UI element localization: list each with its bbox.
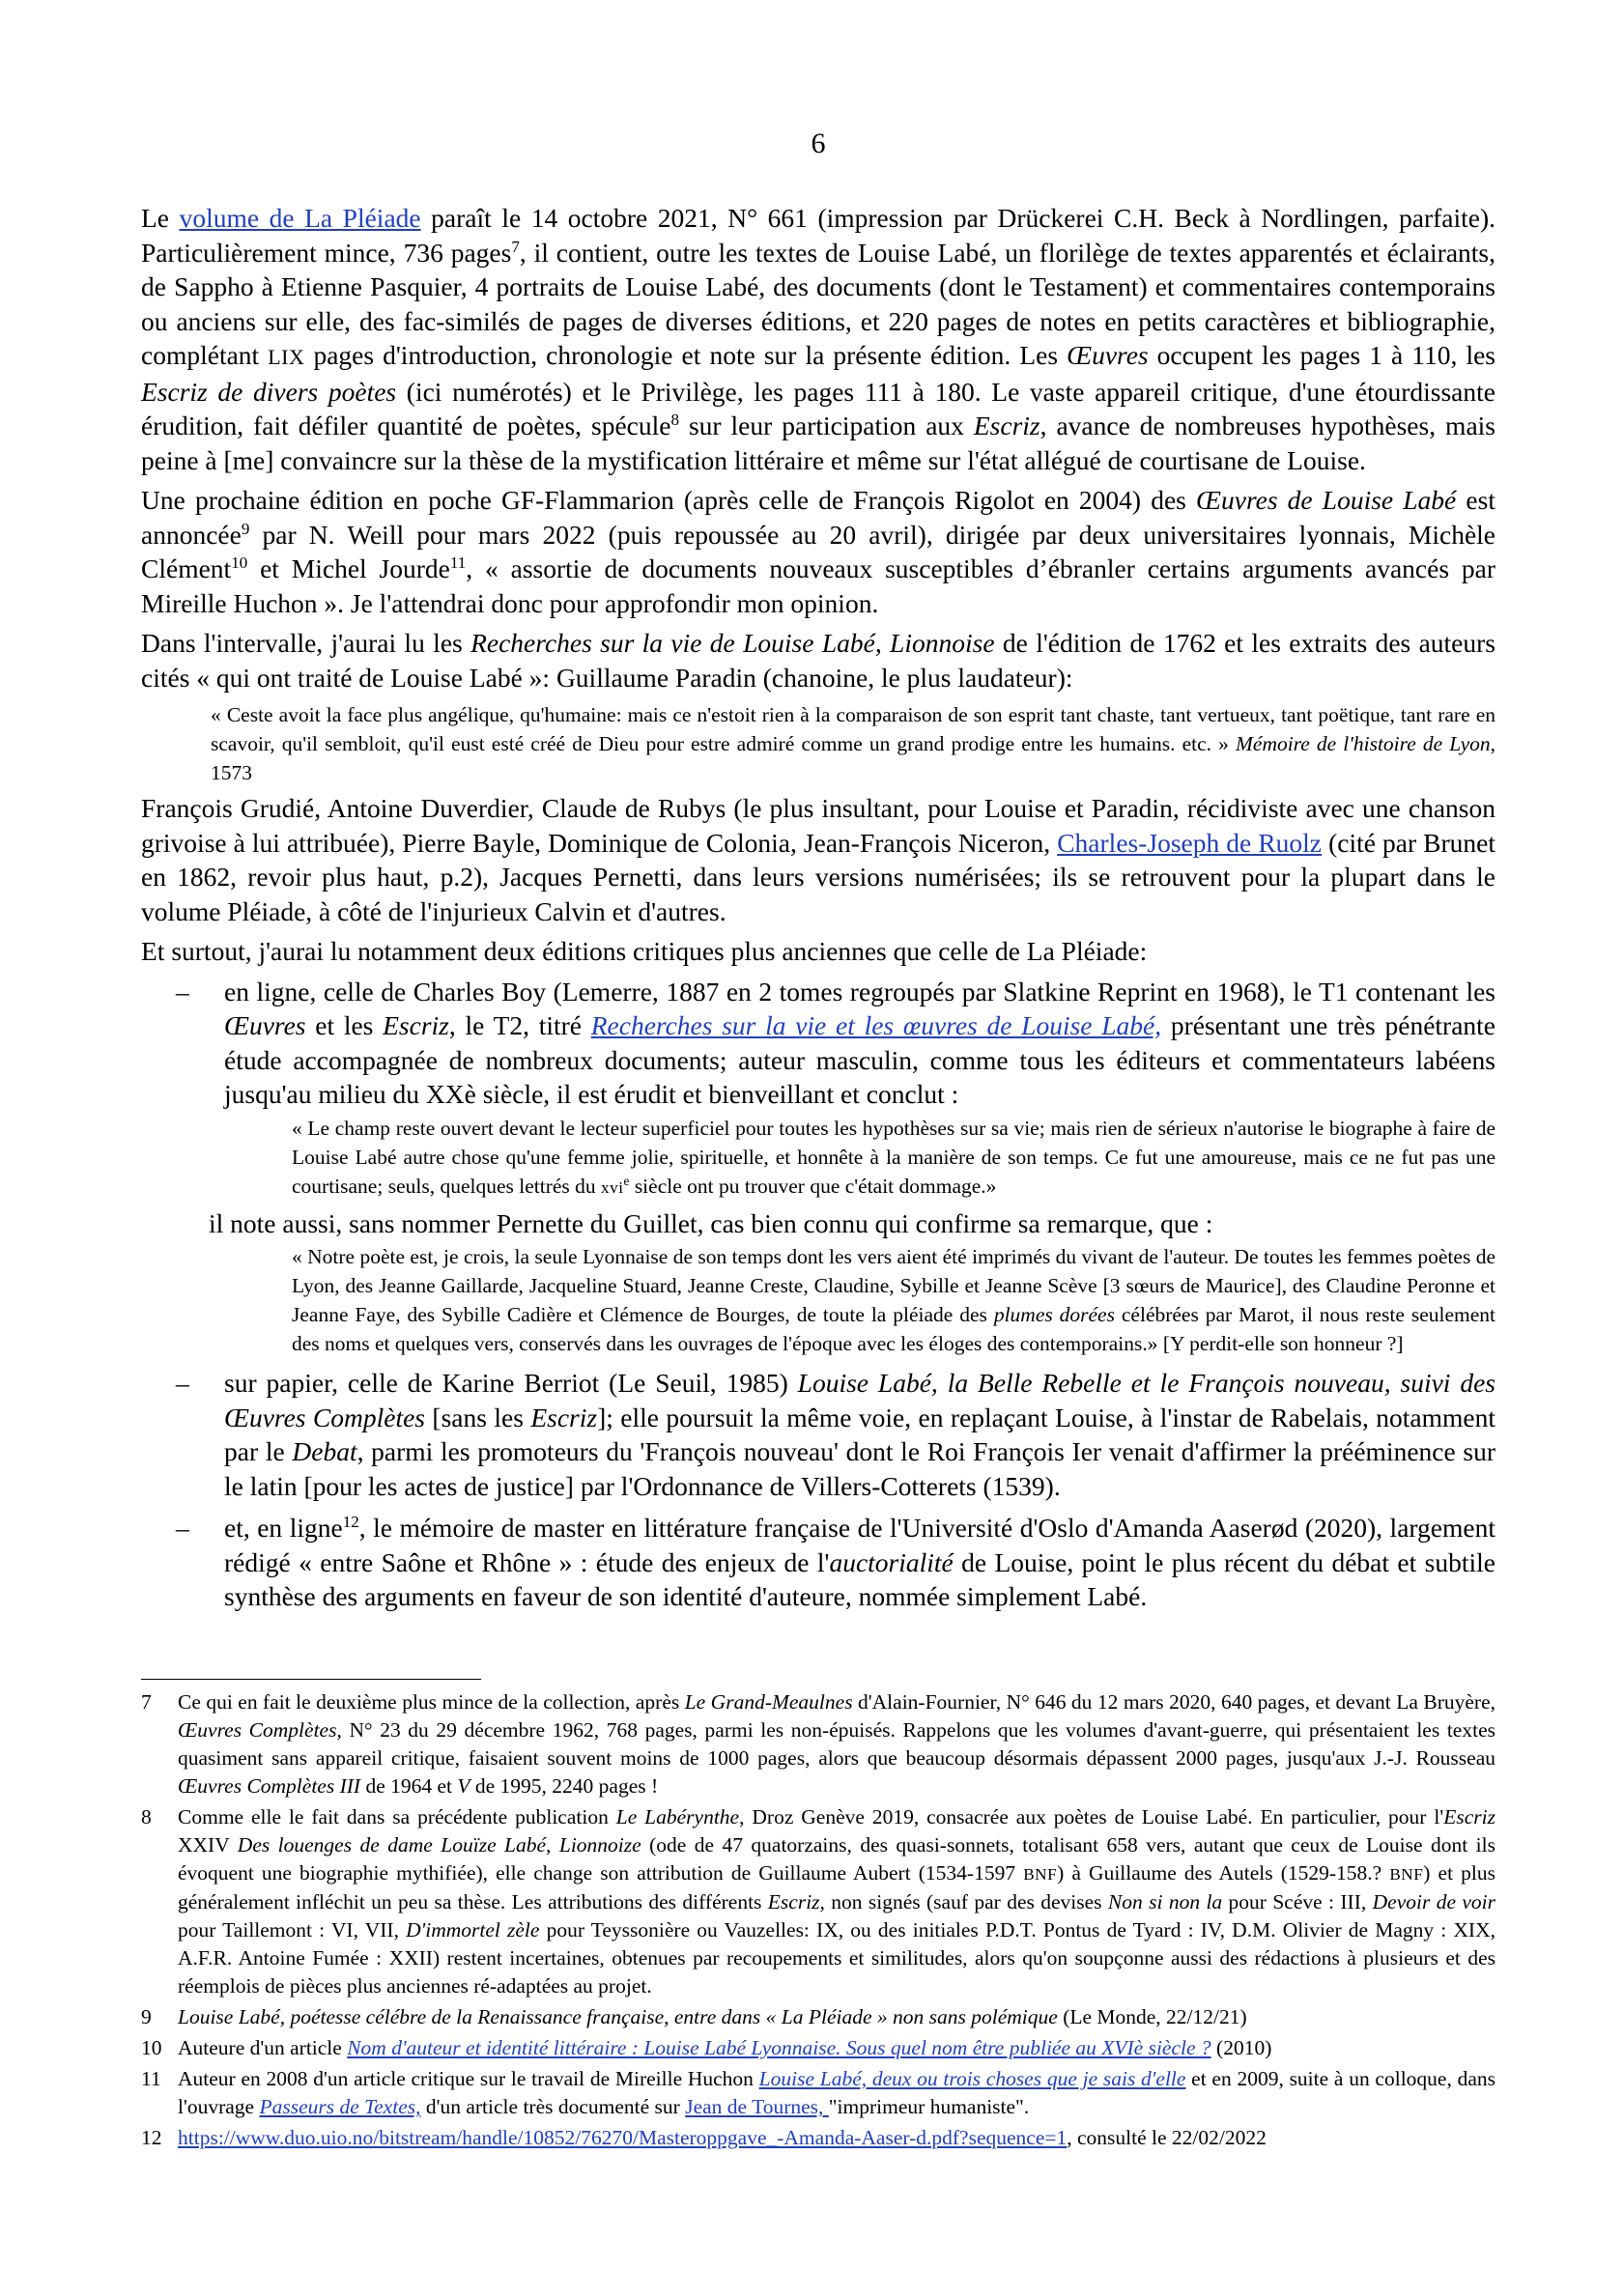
quote-paradin	[211, 700, 1495, 787]
abbreviation: BNF	[1389, 1865, 1424, 1884]
editions-list	[141, 975, 1495, 1614]
italic-title: Œuvres	[224, 1010, 306, 1040]
text-run: et Michel Jourde	[247, 553, 450, 583]
text-run: siècle ont pu trouver que c'était dommage.»	[629, 1174, 997, 1198]
footnote-7	[141, 1688, 1495, 1800]
text-run: occupent les pages 1 à 110, les	[1148, 340, 1495, 370]
footnote-ref-11[interactable]: 11	[449, 553, 467, 572]
text-run: et en 2009, suite à un colloque, dans l'ouvrage	[178, 2067, 1495, 2118]
text-run: d'Alain-Fournier, N° 646 du 12 mars 2020, 640 pages, et devant La Bruyère,	[852, 1690, 1495, 1714]
text-run: sur leur participation aux	[679, 411, 974, 440]
list-item-text	[224, 975, 1495, 1112]
text-run: Le	[141, 203, 180, 233]
text-run: pages d'introduction, chronologie et note sur la présente édition. Les	[304, 340, 1068, 370]
text-run: et les	[305, 1010, 384, 1040]
list-item-text	[209, 1206, 1495, 1241]
footnotes	[141, 1688, 1495, 2155]
text-run: Comme elle le fait dans sa précédente publication	[178, 1805, 616, 1828]
text-run: , consulté le 22/02/2022	[1067, 2126, 1267, 2149]
footnote-ref-9[interactable]: 9	[241, 519, 250, 538]
text-run: par N. Weill pour mars 2022 (puis repoussée au 20 avril), dirigée par deux universitaires lyonnais, Michèle Clément	[141, 519, 1495, 583]
text-run: ) à Guillaume des Autels (1529-158.?	[1057, 1861, 1390, 1885]
text-run: , N° 23 du 29 décembre 1962, 768 pages, parmi les non-épuisés. Rappelons que les volumes d'avant-guerre, qui présentaient les textes quasiment sans appareil critique, faisaient souvent moins de 1000 pages, alors que beaucoup désormais dépassent 2000 pages, jusqu'aux J.-J. Rousseau	[178, 1718, 1495, 1770]
text-run: sur papier, celle de Karine Berriot (Le Seuil, 1985)	[224, 1368, 798, 1398]
italic-title: Mémoire de l'histoire de Lyon	[1236, 732, 1491, 755]
text-run: présentant une très pénétrante étude accompagnée de nombreux documents; auteur masculin, comme tous les éditeurs et commentateurs labéens jusqu'au milieu du XXè siècle, il est érudit et bienveillant et conclut :	[224, 1010, 1495, 1109]
list-item-aaserod	[141, 1511, 1495, 1614]
quote-boy-lyonnaise	[292, 1242, 1495, 1358]
footnote-8	[141, 1803, 1495, 2000]
text-run: (cité par Brunet en 1862, revoir plus haut, p.2), Jacques Pernetti, dans leurs versions numérisées; ils se retrouvent pour la plupart dans le volume Pléiade, à côté de l'injurieux Calvin et d'autres.	[141, 827, 1496, 926]
page-number: 6	[811, 128, 826, 159]
main-text	[141, 201, 1495, 1622]
link-deux-ou-trois-choses[interactable]: Louise Labé, deux ou trois choses que je sais d'elle	[758, 2067, 1186, 2090]
italic-title: plumes dorées	[993, 1303, 1115, 1326]
footnote-number: 12	[141, 2126, 162, 2149]
paragraph-pleiade-volume	[141, 201, 1495, 477]
link-passeurs-de-textes[interactable]: Passeurs de Textes,	[259, 2095, 421, 2118]
text-run: « Le champ reste ouvert devant le lecteur superficiel pour toutes les hypothèses sur sa vie; mais rien de sérieux n'autorise le biographe à faire de Louise Labé autre chose qu'une femme jolie, spirituelle, et honnête à la manière de son temps. Ce fut une amoureuse, mais ce ne fut pas une courtisane; seuls, quelques lettrés du	[292, 1116, 1495, 1198]
paragraph-critical-editions: Et surtout, j'aurai lu notamment deux éditions critiques plus anciennes que celle de La Pléiade:	[141, 936, 1148, 966]
text-run: François Grudié, Antoine Duverdier, Claude de Rubys (le plus insultant, pour Louise et Paradin, récidiviste avec une chanson grivoise à lui attribuée), Pierre Bayle, Dominique de Colonia, Jean-François Niceron,	[141, 793, 1495, 858]
text-run: de 1964 et	[360, 1774, 458, 1798]
footnote-number: 8	[141, 1805, 152, 1828]
italic-title: Recherches sur la vie de Louise Labé, Lionnoise	[470, 628, 995, 658]
footnote-ref-12[interactable]: 12	[342, 1512, 359, 1531]
italic-title: Escriz	[973, 411, 1040, 440]
text-run: pour Taillemont : VI, VII,	[178, 1918, 407, 1942]
italic-title: Œuvres de Louise Labé	[1196, 485, 1457, 515]
text-run: (ici numérotés) et le Privilège, les pages 111 à 180. Le vaste appareil critique, d'une étourdissante érudition, fait défiler quantité de poètes, spécule	[141, 376, 1495, 440]
italic-title: Escriz de divers poètes	[141, 376, 397, 407]
text-run: , parmi les promoteurs du 'François nouveau' dont le Roi François Ier venait d'affirmer la prééminence sur le latin [pour les actes de justice] par l'Ordonnance de Villers-Cotterets (1539).	[224, 1436, 1495, 1501]
footnote-number: 11	[141, 2067, 161, 2090]
roman-numeral: xvi	[601, 1177, 624, 1197]
text-run: , Droz Genève 2019, consacrée aux poètes de Louise Labé. En particulier, pour l'	[739, 1805, 1444, 1828]
footnote-12	[141, 2124, 1495, 2152]
text-run: , il contient, outre les textes de Louise Labé, un florilège de textes apparentés et éclairants, de Sappho à Etienne Pasquier, 4 portraits de Louise Labé, des documents (dont le Testament) et commentaires contemporains ou anciens sur elle, des fac-similés de pages de diverses éditions, et 220 pages de notes en petits caractères et bibliographie, complétant	[141, 237, 1495, 370]
text-run: , le mémoire de master en littérature française de l'Université d'Oslo d'Amanda Aaserød (2020), largement rédigé « entre Saône et Rhône » : étude des enjeux de l'	[224, 1513, 1495, 1577]
text-run: célébrées par Marot, il nous reste seulement des noms et quelques vers, conservés dans les ouvrages de l'époque avec les éloges des contemporains.» [Y perdit-elle son honneur ?]	[292, 1303, 1496, 1355]
text-run: (Le Monde, 22/12/21)	[1057, 2005, 1247, 2028]
text-run: non signés (sauf par des devises	[824, 1890, 1108, 1913]
text-run: de Louise, point le plus récent du débat et subtile synthèse des arguments en faveur de son identité d'auteure, nommée simplement Labé.	[224, 1546, 1495, 1611]
italic-title: V	[457, 1774, 470, 1798]
italic-title: D'immortel zèle	[406, 1918, 540, 1942]
text-run: ]; elle poursuit la même voie, en replaçant Louise, à l'instar de Rabelais, notamment par le	[224, 1402, 1495, 1466]
italic-title: Des louenges de dame Louïze Labé, Lionnoize	[237, 1833, 641, 1857]
italic-title: Escriz	[1443, 1805, 1495, 1828]
text-run: pour Scéve : III,	[1222, 1890, 1373, 1913]
footnote-separator	[141, 1679, 481, 1680]
italic-title: auctorialité	[829, 1546, 954, 1577]
paragraph-recherches	[141, 626, 1495, 694]
text-run: pour Teyssonière ou Vauzelles: IX, ou des initiales P.D.T. Pontus de Tyard : IV, D.M. Olivier de Magny : XIX, A.F.R. Antoine Fumée : XXII) restent incertaines, obtenues par recoupements et similitudes, alors qu'on soupçonne aussi des rédactions à plusieurs et des réemplois de pièces plus anciennes ré-adaptées au projet.	[178, 1918, 1495, 1998]
italic-title: Escriz	[383, 1010, 449, 1040]
link-ruolz[interactable]: Charles-Joseph de Ruolz	[1057, 827, 1323, 858]
text-run: , avance de nombreuses hypothèses, mais peine à [me] convaincre sur la thèse de la mystification littéraire et même sur l'état allégué de courtisane de Louise.	[141, 411, 1495, 475]
list-item-berriot	[141, 1366, 1495, 1503]
quote-boy-conclusion	[292, 1114, 1495, 1203]
abbreviation: BNF	[1023, 1865, 1058, 1884]
text-run: et, en ligne	[224, 1513, 343, 1543]
footnote-11	[141, 2065, 1495, 2121]
list-item-text	[224, 1511, 1495, 1614]
text-run: d'un article très documenté sur	[420, 2095, 686, 2118]
text-run: ) et plus généralement infléchit un peu sa thèse. Les attributions des différents	[178, 1861, 1495, 1913]
link-pleiade-volume[interactable]: volume de La Pléiade	[179, 203, 421, 233]
text-run: (2010)	[1210, 2036, 1272, 2059]
text-run: , « assortie de documents nouveaux susceptibles d’ébranler certains arguments avancés par Mireille Huchon ». Je l'attendrai donc pour approfondir mon opinion.	[141, 553, 1496, 618]
text-run: il note aussi, sans nommer Pernette du Guillet, cas bien connu qui confirme sa remarque, que :	[209, 1207, 1213, 1238]
text-run: Dans l'intervalle, j'aurai lu les	[141, 628, 471, 658]
italic-title: Non si non la	[1107, 1890, 1223, 1913]
list-item-text	[224, 1366, 1495, 1503]
text-run: de 1995, 2240 pages !	[470, 1774, 659, 1798]
text-run: , 1573	[211, 732, 1495, 784]
text-run: « Notre poète est, je crois, la seule Lyonnaise de son temps dont les vers aient été imprimés du vivant de l'auteur. De toutes les femmes poètes de Lyon, des Jeanne Gaillarde, Jacqueline Stuard, Jeanne Creste, Claudine, Sybille et Jeanne Scève [3 sœurs de Maurice], des Claudine Peronne et Jeanne Faye, des Sybille Cadière et Clémence de Bourges, de toute la pléiade des	[292, 1245, 1495, 1326]
footnote-number: 9	[141, 2005, 152, 2028]
superscript: e	[623, 1173, 630, 1188]
list-item-boy	[141, 975, 1495, 1359]
footnote-10	[141, 2034, 1495, 2062]
text-run: , le T2, titré	[448, 1010, 591, 1040]
italic-title: Debat	[292, 1436, 357, 1466]
link-jean-de-tournes[interactable]: Jean de Tournes,	[685, 2095, 829, 2118]
link-recherches-boy[interactable]: Recherches sur la vie et les œuvres de Louise Labé,	[590, 1010, 1162, 1040]
italic-title: Escriz,	[767, 1890, 825, 1913]
text-run: XXIV	[178, 1833, 238, 1857]
text-run: Une prochaine édition en poche GF-Flammarion (après celle de François Rigolot en 2004) des	[141, 485, 1197, 515]
text-run: Ce qui en fait le deuxième plus mince de la collection, après	[178, 1690, 685, 1714]
text-run: "imprimeur humaniste".	[828, 2095, 1030, 2118]
text-run: (ode de 47 quatorzains, des quasi-sonnets, totalisant 658 vers, autant que ceux de Louise dont ils évoquent une biographie mythifiée), elle change son attribution de Guillaume Aubert (1534-1597	[178, 1833, 1495, 1885]
footnote-number: 10	[141, 2036, 162, 2059]
text-run: Auteur en 2008 d'un article critique sur le travail de Mireille Huchon	[178, 2067, 759, 2090]
dash-bullet: –	[176, 976, 189, 1006]
text-run: [sans les	[425, 1402, 531, 1432]
text-run: Auteure d'un article	[178, 2036, 348, 2059]
italic-title: Le Grand-Meaulnes	[684, 1690, 853, 1714]
dash-bullet: –	[176, 1513, 189, 1543]
footnote-ref-8[interactable]: 8	[670, 410, 679, 429]
italic-title: Louise Labé, poétesse célébre de la Renaissance française, entre dans « La Pléiade » non sans polémique	[178, 2005, 1058, 2028]
text-run: en ligne, celle de Charles Boy (Lemerre, 1887 en 2 tomes regroupés par Slatkine Reprint en 1968), le T1 contenant les	[224, 976, 1495, 1006]
paragraph-gf-edition	[141, 483, 1495, 620]
italic-title: Œuvres Complètes III	[178, 1774, 361, 1798]
dash-bullet: –	[176, 1368, 189, 1398]
italic-title: Escriz	[530, 1402, 598, 1432]
roman-numeral: LIX	[268, 345, 305, 369]
text-run: est annoncée	[141, 485, 1495, 550]
footnote-ref-7[interactable]: 7	[511, 237, 520, 256]
text-run: de l'édition de 1762 et les extraits des auteurs cités « qui ont traité de Louise Labé »: Guillaume Paradin (chanoine, le plus laudateur):	[141, 628, 1495, 693]
footnote-ref-10[interactable]: 10	[231, 553, 248, 572]
italic-title: Le Labérynthe	[615, 1805, 740, 1828]
italic-title: Œuvres	[1067, 340, 1149, 370]
footnote-9	[141, 2003, 1495, 2031]
link-duo-uio-thesis[interactable]: https://www.duo.uio.no/bitstream/handle/10852/76270/Masteroppgave_-Amanda-Aaser-d.pdf?sequence=1	[178, 2126, 1068, 2149]
link-nom-auteur-article[interactable]: Nom d'auteur et identité littéraire : Louise Labé Lyonnaise. Sous quel nom être publiée au XVIè siècle ?	[347, 2036, 1211, 2059]
paragraph-authors	[141, 791, 1495, 928]
italic-title: Œuvres Complètes	[178, 1718, 337, 1742]
italic-title: Louise Labé, la Belle Rebelle et le François nouveau, suivi des Œuvres Complètes	[224, 1368, 1496, 1432]
text-run: « Ceste avoit la face plus angélique, qu'humaine: mais ce n'estoit rien à la comparaison de son esprit tant chaste, tant vertueux, tant poëtique, tant rare en scavoir, qu'il sembloit, qu'il eust esté créé de Dieu pour estre admiré comme un grand prodige entre les humains. etc. »	[211, 703, 1495, 755]
text-run: paraît le 14 octobre 2021, N° 661 (impression par Drückerei C.H. Beck à Nordlingen, parfaite). Particulièrement mince, 736 pages	[141, 203, 1495, 268]
italic-title: Devoir de voir	[1372, 1890, 1495, 1913]
footnote-number: 7	[141, 1690, 152, 1714]
